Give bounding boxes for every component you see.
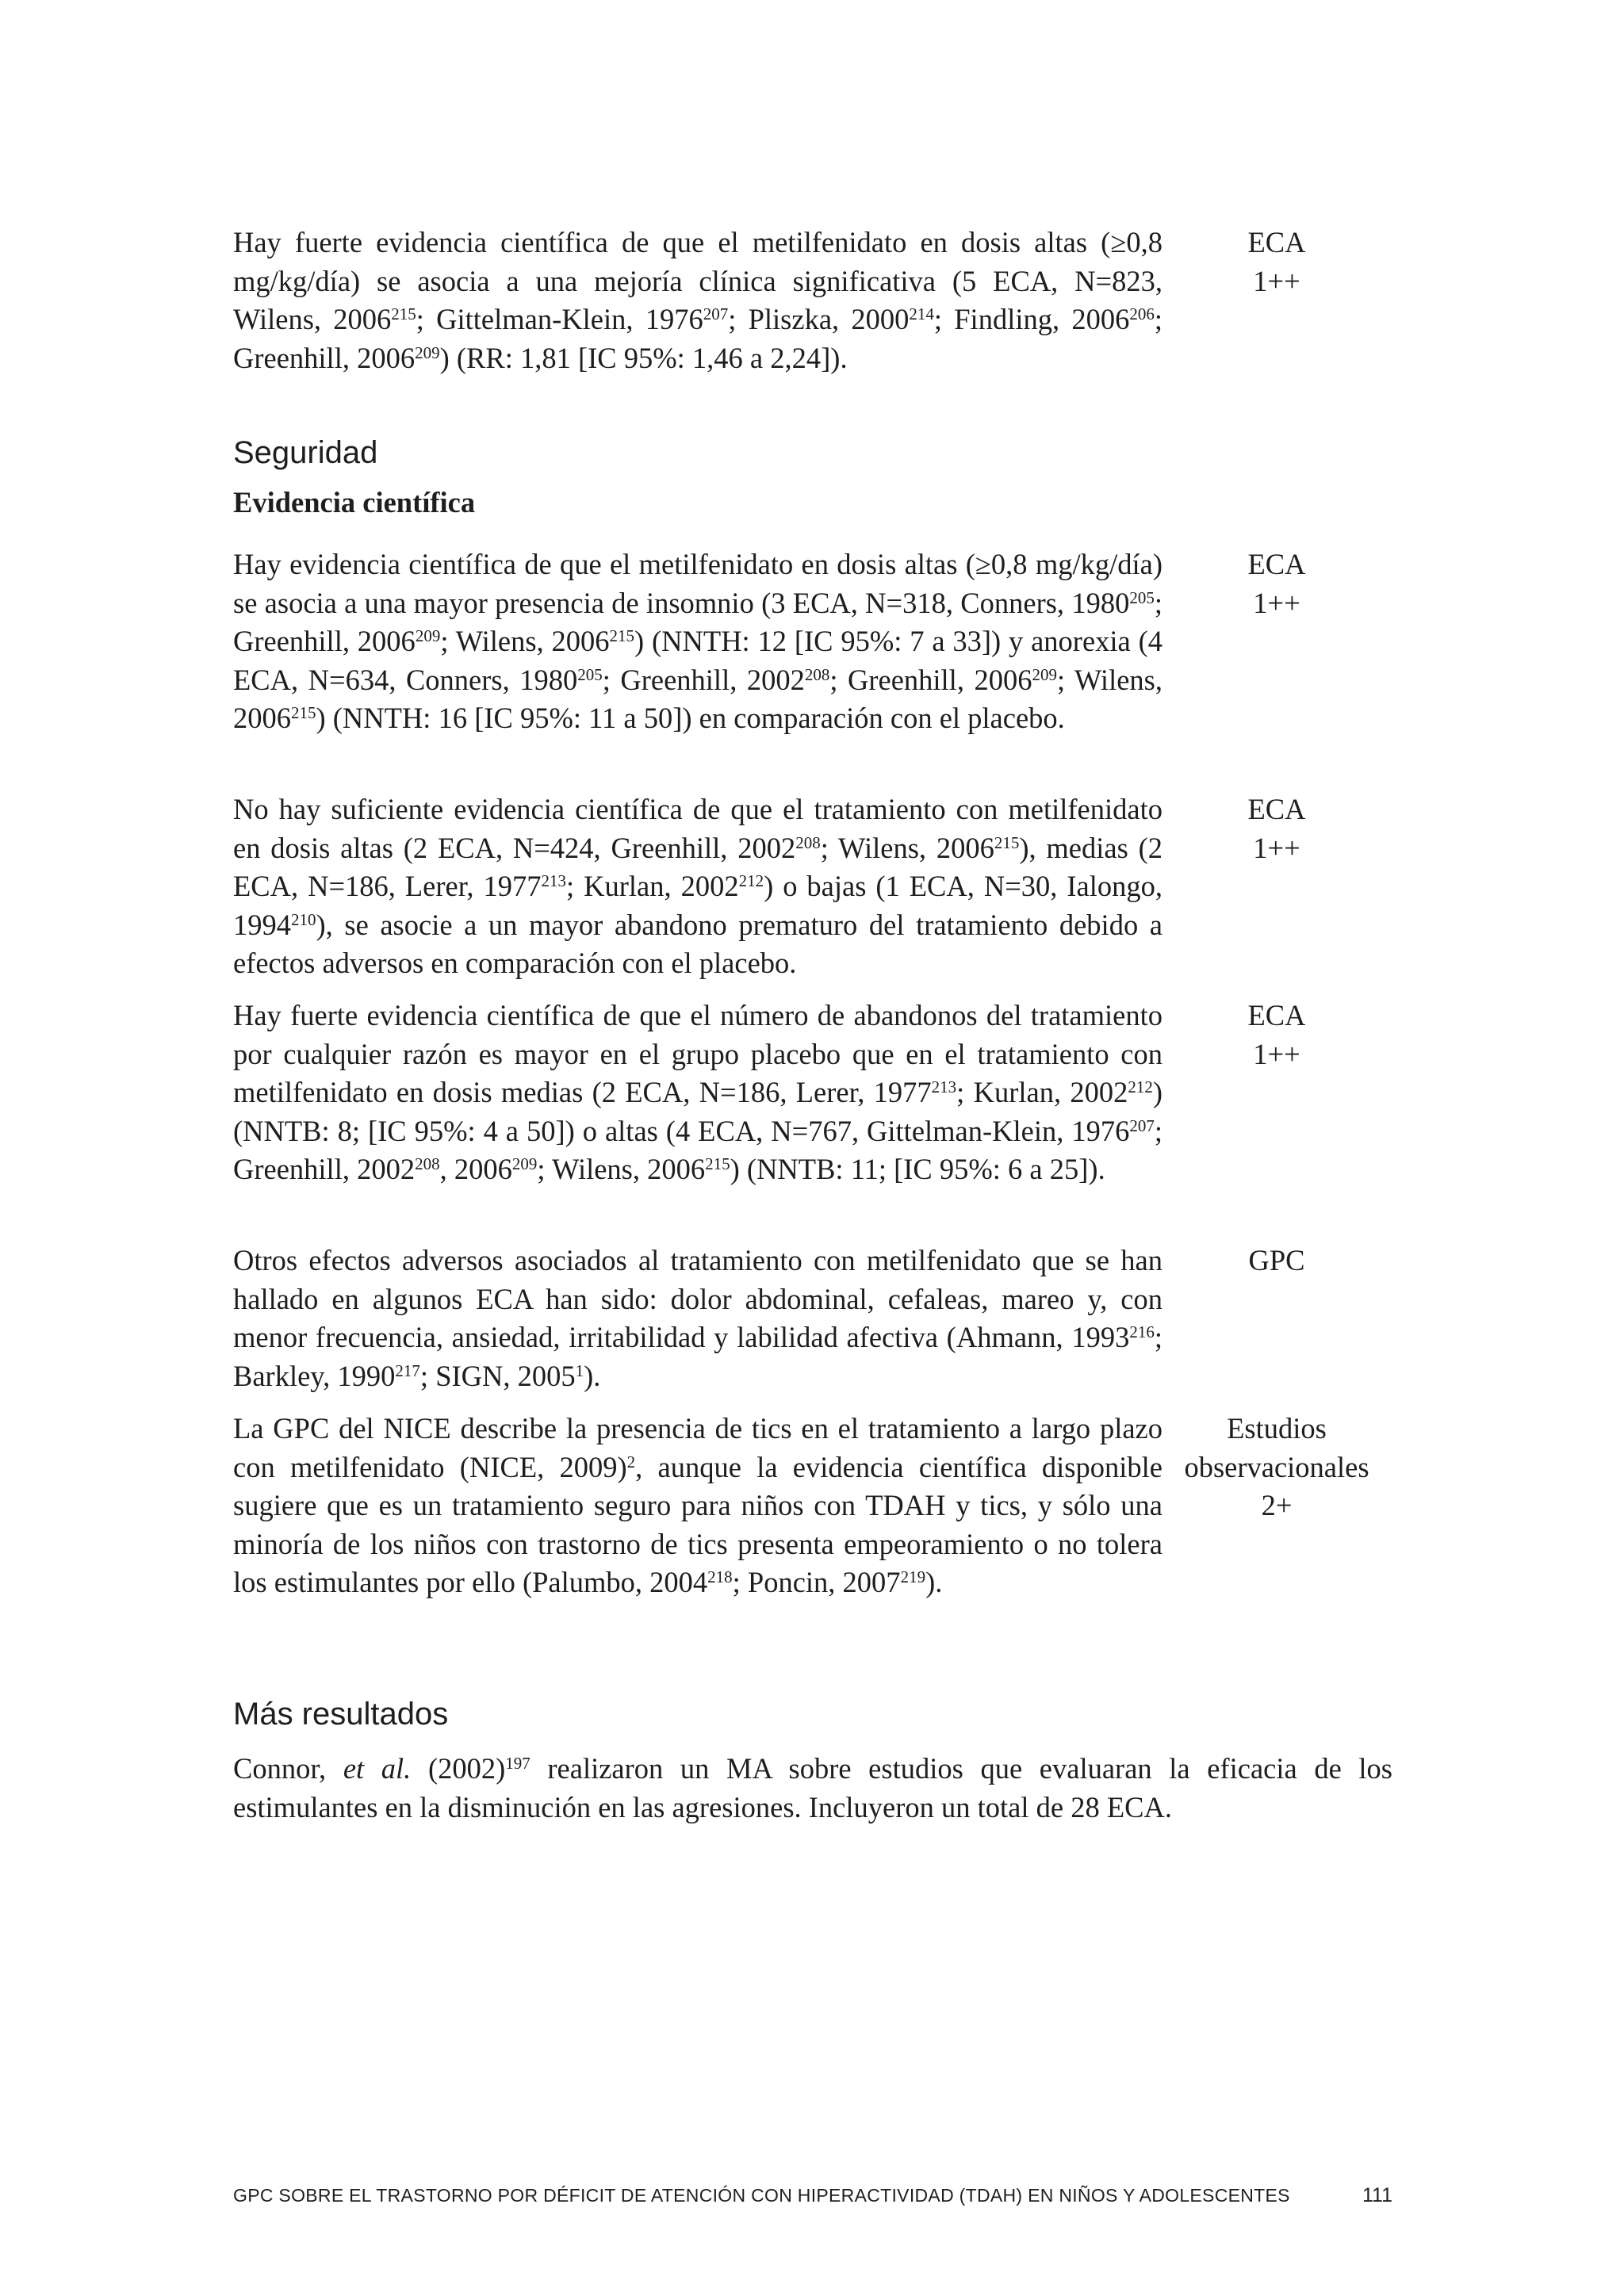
text-run: , 2006 [439, 1153, 512, 1185]
text-run: ; Greenhill, 2006 [233, 586, 1162, 657]
evidence-paragraph-abandonos-placebo [233, 997, 1162, 1189]
text-run: Otros efectos adversos asociados al tratamiento con metilfenidato que se han hallado en algunos ECA han sido: dolor abdominal, cefaleas, mareo y, con menor frecuencia, ansiedad, irritabilidad y labilidad afectiva (Ahmann, 1993 [233, 1244, 1162, 1353]
reference-superscript: 219 [900, 1567, 926, 1586]
section-heading-mas-resultados: Más resultados [233, 1697, 449, 1732]
evidence-paragraph-efficacy [233, 224, 1162, 377]
text-run: ; Wilens, 2006 [233, 663, 1162, 734]
evidence-level-tag [1170, 790, 1383, 867]
text-run: No hay suficiente evidencia científica de que el tratamiento con metilfenidato en dosis altas (2 ECA, N=424, Greenhill, 2002 [233, 793, 1162, 864]
mas-resultados-paragraph [233, 1750, 1392, 1827]
text-run: ; Wilens, 2006 [537, 1153, 706, 1185]
text-run: ) (RR: 1,81 [IC 95%: 1,46 a 2,24]). [439, 341, 848, 374]
evidence-paragraph-tics [233, 1410, 1162, 1602]
evidence-level-line: ECA [1247, 999, 1306, 1031]
text-run: La GPC del NICE describe la presencia de tics en el tratamiento a largo plazo con metilfenidato (NICE, 2009) [233, 1412, 1162, 1483]
evidence-paragraph-efectos-adversos [233, 1242, 1162, 1395]
evidence-paragraph-insomnio [233, 545, 1162, 738]
text-run: ; Wilens, 2006 [440, 625, 610, 657]
evidence-level-line: GPC [1248, 1244, 1305, 1276]
reference-superscript: 213 [931, 1077, 957, 1096]
section-heading-seguridad: Seguridad [233, 435, 378, 470]
reference-superscript: 1 [575, 1360, 584, 1380]
text-run: ) (NNTH: 12 [IC 95%: 7 a 33]) y anorexia (4 ECA, N=634, Conners, 1980 [233, 625, 1162, 696]
paragraph-text [233, 224, 1162, 377]
paragraph-text [233, 997, 1162, 1189]
evidence-level-tag [1170, 1410, 1383, 1525]
text-run: ; Gittelman-Klein, 1976 [416, 303, 703, 335]
et-al-text: et al. [343, 1752, 412, 1785]
reference-superscript: 209 [415, 342, 440, 362]
reference-superscript: 215 [705, 1154, 730, 1173]
text-run: ; SIGN, 2005 [419, 1359, 576, 1392]
reference-superscript: 214 [909, 304, 934, 323]
text-run: ; Barkley, 1990 [233, 1321, 1162, 1392]
reference-superscript: 210 [291, 909, 316, 929]
paragraph-text [233, 1242, 1162, 1395]
year-text: (2002) [411, 1752, 506, 1785]
page-footer [233, 2183, 1392, 2207]
reference-superscript: 217 [395, 1360, 420, 1380]
text-run: ; Greenhill, 2006 [233, 303, 1162, 374]
reference-superscript: 197 [505, 1754, 530, 1773]
evidence-level-line: 1++ [1253, 586, 1300, 619]
reference-superscript: 205 [577, 664, 603, 684]
evidence-level-tag [1170, 1242, 1383, 1280]
reference-superscript: 212 [738, 871, 764, 890]
page-number: 111 [1362, 2184, 1392, 2206]
evidence-level-line: 1++ [1253, 264, 1300, 297]
evidence-level-line: Estudios [1227, 1412, 1327, 1445]
text-run: ; Kurlan, 2002 [566, 870, 739, 902]
text-run: ; Kurlan, 2002 [956, 1076, 1128, 1108]
subsection-heading-evidencia: Evidencia científica [233, 486, 476, 519]
text-run: ) (NNTB: 11; [IC 95%: 6 a 25]). [730, 1153, 1105, 1185]
text-run: ; Pliszka, 2000 [728, 303, 910, 335]
reference-superscript: 207 [703, 304, 729, 323]
evidence-level-line: 2+ [1261, 1489, 1293, 1521]
evidence-level-line: ECA [1247, 548, 1306, 580]
paragraph-text [233, 545, 1162, 738]
evidence-paragraph-abandono [233, 790, 1162, 983]
reference-superscript: 208 [804, 664, 830, 684]
reference-superscript: 209 [415, 626, 441, 645]
footer-title: GPC SOBRE EL TRASTORNO POR DÉFICIT DE ATENCIÓN CON HIPERACTIVIDAD (TDAH) EN NIÑOS Y ADOLESCENTES [233, 2185, 1290, 2206]
reference-superscript: 2 [626, 1452, 636, 1471]
text-run: ; Greenhill, 2002 [233, 1114, 1162, 1185]
evidence-level-line: 1++ [1253, 1037, 1300, 1070]
reference-superscript: 206 [1129, 304, 1155, 323]
reference-superscript: 208 [415, 1154, 440, 1173]
evidence-level-line: ECA [1247, 226, 1306, 258]
text-run: Hay fuerte evidencia científica de que el metilfenidato en dosis altas (≥0,8 mg/kg/día) se asocia a una mejoría clínica significativa (5 ECA, N=823, Wilens, 2006 [233, 226, 1162, 335]
reference-superscript: 205 [1129, 587, 1155, 607]
paragraph-text [233, 1410, 1162, 1602]
reference-superscript: 212 [1128, 1077, 1153, 1096]
text-run: ) (NNTB: 8; [IC 95%: 4 a 50]) o altas (4 ECA, N=767, Gittelman-Klein, 1976 [233, 1076, 1162, 1147]
text-run: ; Wilens, 2006 [820, 831, 994, 864]
text-run: ) o bajas (1 ECA, N=30, Ialongo, 1994 [233, 870, 1162, 941]
reference-superscript: 216 [1129, 1322, 1155, 1341]
text-run: Hay fuerte evidencia científica de que el número de abandonos del tratamiento por cualquier razón es mayor en el grupo placebo que en el tratamiento con metilfenidato en dosis medias (2 ECA, N=186, Lerer, 1977 [233, 999, 1162, 1108]
evidence-level-tag [1170, 224, 1383, 300]
text-run: ; Poncin, 2007 [732, 1566, 901, 1598]
evidence-level-tag [1170, 545, 1383, 622]
evidence-level-line: 1++ [1253, 831, 1300, 864]
reference-superscript: 215 [291, 703, 316, 722]
text-run: Hay evidencia científica de que el metilfenidato en dosis altas (≥0,8 mg/kg/día) se asocia a una mayor presencia de insomnio (3 ECA, N=318, Conners, 1980 [233, 548, 1162, 619]
text-run: ). [584, 1359, 601, 1392]
reference-superscript: 213 [541, 871, 567, 890]
text-run: ) (NNTH: 16 [IC 95%: 11 a 50]) en comparación con el placebo. [316, 702, 1065, 734]
evidence-level-tag [1170, 997, 1383, 1073]
reference-superscript: 209 [1032, 664, 1057, 684]
reference-superscript: 208 [795, 832, 821, 852]
text-run: , aunque la evidencia científica disponible sugiere que es un tratamiento seguro para niños con TDAH y tics, y sólo una minoría de los niños con trastorno de tics presenta empeoramiento o no tolera los estimulantes por ello (Palumbo, 2004 [233, 1450, 1162, 1598]
paragraph-text [233, 790, 1162, 983]
author-text: Connor, [233, 1752, 343, 1785]
text-run: ; Greenhill, 2002 [602, 663, 805, 696]
text-run: ), se asocie a un mayor abandono prematuro del tratamiento debido a efectos adversos en comparación con el placebo. [233, 908, 1162, 979]
evidence-level-line: observacionales [1184, 1450, 1369, 1483]
text-run: ). [925, 1566, 943, 1598]
text-run: ; Greenhill, 2006 [829, 663, 1032, 696]
evidence-level-line: ECA [1247, 793, 1306, 825]
body-text: realizaron un MA sobre estudios que evaluaran la eficacia de los estimulantes en la disminución en las agresiones. Incluyeron un total de 28 ECA. [233, 1752, 1393, 1823]
reference-superscript: 215 [609, 626, 635, 645]
text-run: ; Findling, 2006 [933, 303, 1130, 335]
reference-superscript: 207 [1129, 1115, 1155, 1135]
reference-superscript: 215 [391, 304, 416, 323]
reference-superscript: 218 [707, 1567, 733, 1586]
reference-superscript: 215 [994, 832, 1020, 852]
text-run: ), medias (2 ECA, N=186, Lerer, 1977 [233, 831, 1162, 902]
reference-superscript: 209 [511, 1154, 538, 1173]
